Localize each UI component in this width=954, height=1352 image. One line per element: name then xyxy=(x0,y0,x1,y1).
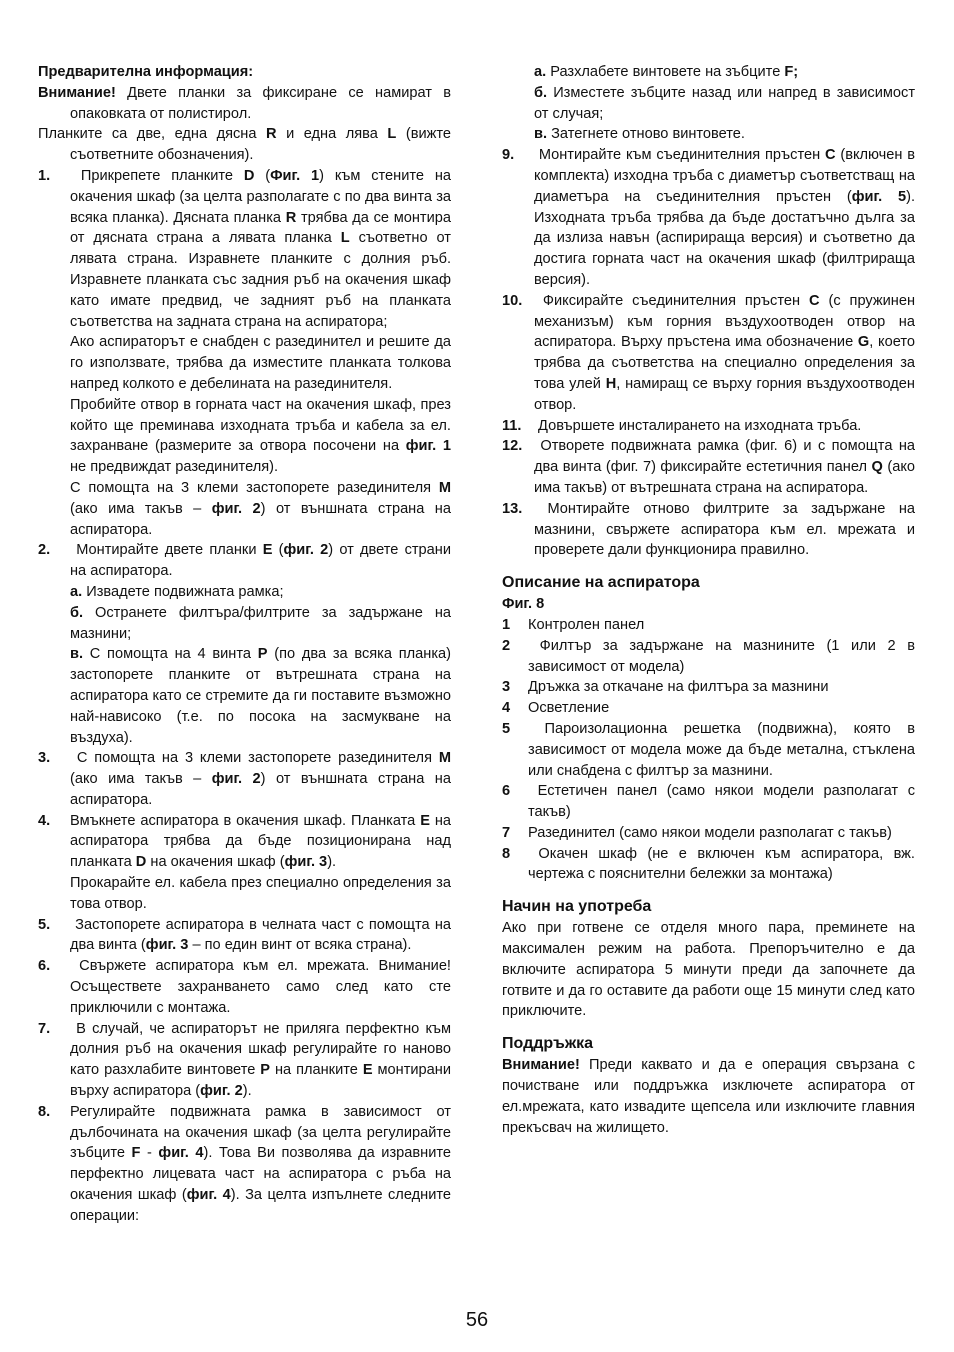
description-item-number: 3 xyxy=(502,679,511,696)
step-1-clamps-note: С помощта на 3 клеми застопорете разединителя M (ако има такъв – фиг. 2) от външната страна на аспиратора. xyxy=(70,479,451,538)
step-2-b: б. Остранете филтъра/филтрите за задържане на мазнини; xyxy=(70,604,451,642)
usage-text: Ако при готвене се отделя много пара, преминете на максимален режим на работа. Препоръчително е да включите аспиратора 5 минути преди да започнете да готвите и да го оставите да работи още 15 минути след като приключите. xyxy=(502,920,915,1020)
step-8-v: в. Затегнете отново винтовете. xyxy=(534,126,745,143)
description-item xyxy=(502,636,915,678)
step-7: 7. В случай, че аспираторът не приляга перфектно към долния ръб на окачения шкаф регулирайте го наново като разхлабите винтовете P на планките E монтирани върху аспиратора (фиг. 2). xyxy=(38,1020,451,1100)
step-11: 11. Довършете инсталирането на изходната тръба. xyxy=(502,417,862,434)
step-12: 12. Отворете подвижната рамка (фиг. 6) и с помощта на два винта (фиг. 7) фиксирайте естетичния панел Q (ако има такъв) от вътрешната страна на аспиратора. xyxy=(502,438,915,496)
description-item-number: 5 xyxy=(502,720,511,737)
step-1-drill-note: Пробийте отвор в горната част на окачения шкаф, през който ще преминава изходната тръба и кабела за ел. захранване (размерите за отвора посочени на фиг. 1 не предвиждат разединителя). xyxy=(70,396,451,476)
step-10: 10. Фиксирайте съединителния пръстен C (с пружинен механизъм) към горния въздухоотводен отвор на аспиратора. Върху пръстена има обозначение G, което трябва да съответства на специално определения за това улей H, намиращ се върху горния въздухоотводен отвор. xyxy=(502,292,916,413)
description-item xyxy=(502,844,915,886)
description-item-number: 2 xyxy=(502,637,511,654)
step-8: 8. Регулирайте подвижната рамка в зависимост от дълбочината на окачения шкаф (за целта регулирайте зъбците F - фиг. 4). Това Ви позволява да изравните перфектно лицевата част на аспиратора с ръба на окачения шкаф (фиг. 4). За целта изпълнете следните операции: xyxy=(38,1103,451,1224)
description-item xyxy=(502,781,915,823)
step-4-cable-note: Прокарайте ел. кабела през специално определения за това отвор. xyxy=(70,875,451,912)
description-item-number: 4 xyxy=(502,700,511,717)
description-item-text: Дръжка за откачане на филтъра за мазнини xyxy=(528,679,829,696)
step-8-b: б. Изместете зъбците назад или напред в зависимост от случая; xyxy=(534,84,915,122)
usage-heading: Начин на употреба xyxy=(502,898,652,916)
step-13: 13. Монтирайте отново филтрите за задържане на мазнини, свържете аспиратора към ел. мрежата и проверете дали функционира правилно. xyxy=(502,500,915,559)
maintenance-text: Внимание! Преди каквато и да е операция свързана с почистване или поддръжка изключете аспиратора от ел.мрежата, като извадите щепсела или изключите главния прекъсвач на жилището. xyxy=(502,1057,915,1136)
step-1: 1. Прикрепете планките D (Фиг. 1) към стените на окачения шкаф (за целта разполагате с по два винта за всяка планка). Дясната планка R трябва да се монтира от дясната страна а лявата планка L съответно от лявата страна. Изравнете планките с долния ръб. Изравнете планката със задния ръб на окачения шкаф като имате предвид, че задният ръб на планката съответства на задната страна на аспиратора; xyxy=(38,167,451,330)
step-2-v: в. С помощта на 4 винта P (по два за всяка планка) застопорете планките от вътрешната страна на аспиратора като се стремите да ги поставите възможно най-нависоко (т.е. по посока на засмукване на въздуха). xyxy=(70,646,451,746)
step-1-separator-note: Ако аспираторът е снабден с разединител и решите да го използвате, трябва да изместите планката толкова напред колкото е дебелината на разединителя. xyxy=(70,334,451,392)
brackets-paragraph: Планките са две, една дясна R и една лява L (вижте съответните обозначения). xyxy=(38,126,452,164)
description-list xyxy=(502,615,915,885)
description-figure-ref: Фиг. 8 xyxy=(502,596,545,613)
step-4: 4. Вмъкнете аспиратора в окачения шкаф. Планката E на аспиратора трябва да бъде позиционирана над планката D на окачения шкаф (фиг. 3). xyxy=(38,812,451,871)
step-6: 6. Свържете аспиратора към ел. мрежата. Внимание! Осъществете захранването само след като сте приключили с монтажа. xyxy=(38,958,451,1016)
description-item-number: 8 xyxy=(502,845,511,862)
warning-paragraph: Внимание! Двете планки за фиксиране се намират в опаковката от полистирол. xyxy=(38,84,451,122)
description-item xyxy=(502,615,915,636)
description-item-text: Естетичен панел (само някои модели разполагат с такъв) xyxy=(528,783,915,821)
description-item xyxy=(502,698,915,719)
description-item-text: Разединител (само някои модели разполагат с такъв) xyxy=(528,824,892,841)
description-item-text: Окачен шкаф (не е включен към аспиратора, вж. чертежа с пояснителни бележки за монтажа) xyxy=(528,845,915,883)
description-item-text: Осветление xyxy=(528,700,610,717)
description-item-number: 1 xyxy=(502,616,511,633)
step-5: 5. Застопорете аспиратора в челната част с помощта на два винта (фиг. 3 – по един винт от всяка страна). xyxy=(38,916,451,954)
page-number: 56 xyxy=(465,1309,489,1331)
description-item-number: 7 xyxy=(502,824,511,841)
step-9: 9. Монтирайте към съединителния пръстен C (включен в комплекта) изходна тръба с диаметър съответстващ на диаметъра на съединителния пръстен (фиг. 5). Изходната тръба трябва да бъде достатъчно дълга за да излиза навън (аспирираща версия) и съответно да достига горната част на окачения шкаф (филтрираща версия). xyxy=(502,147,915,288)
description-item-text: Пароизолационна решетка (подвижна), която в зависимост от модела може да бъде метална, стъклена или снабдена с филтър за мазнини. xyxy=(528,720,915,779)
preliminary-heading: Предварителна информация: xyxy=(38,64,254,80)
step-2: 2. Монтирайте двете планки E (фиг. 2) от двете страни на аспиратора. xyxy=(38,542,452,580)
description-item-text: Филтър за задържане на мазнините (1 или 2 в зависимост от модела) xyxy=(528,637,915,675)
step-3: 3. С помощта на 3 клеми застопорете разединителя M (ако има такъв – фиг. 2) от външната страна на аспиратора. xyxy=(38,750,451,808)
description-item-number: 6 xyxy=(502,783,511,800)
description-item xyxy=(502,677,915,698)
maintenance-heading: Поддръжка xyxy=(502,1035,594,1053)
description-item xyxy=(502,823,915,844)
right-column xyxy=(502,62,915,1138)
left-column xyxy=(38,62,451,1227)
description-heading: Описание на аспиратора xyxy=(502,574,700,592)
step-8-a: а. Разхлабете винтовете на зъбците F; xyxy=(534,64,799,80)
step-2-a: а. Извадете подвижната рамка; xyxy=(70,583,284,600)
description-item xyxy=(502,719,915,781)
description-item-text: Контролен панел xyxy=(528,616,645,633)
